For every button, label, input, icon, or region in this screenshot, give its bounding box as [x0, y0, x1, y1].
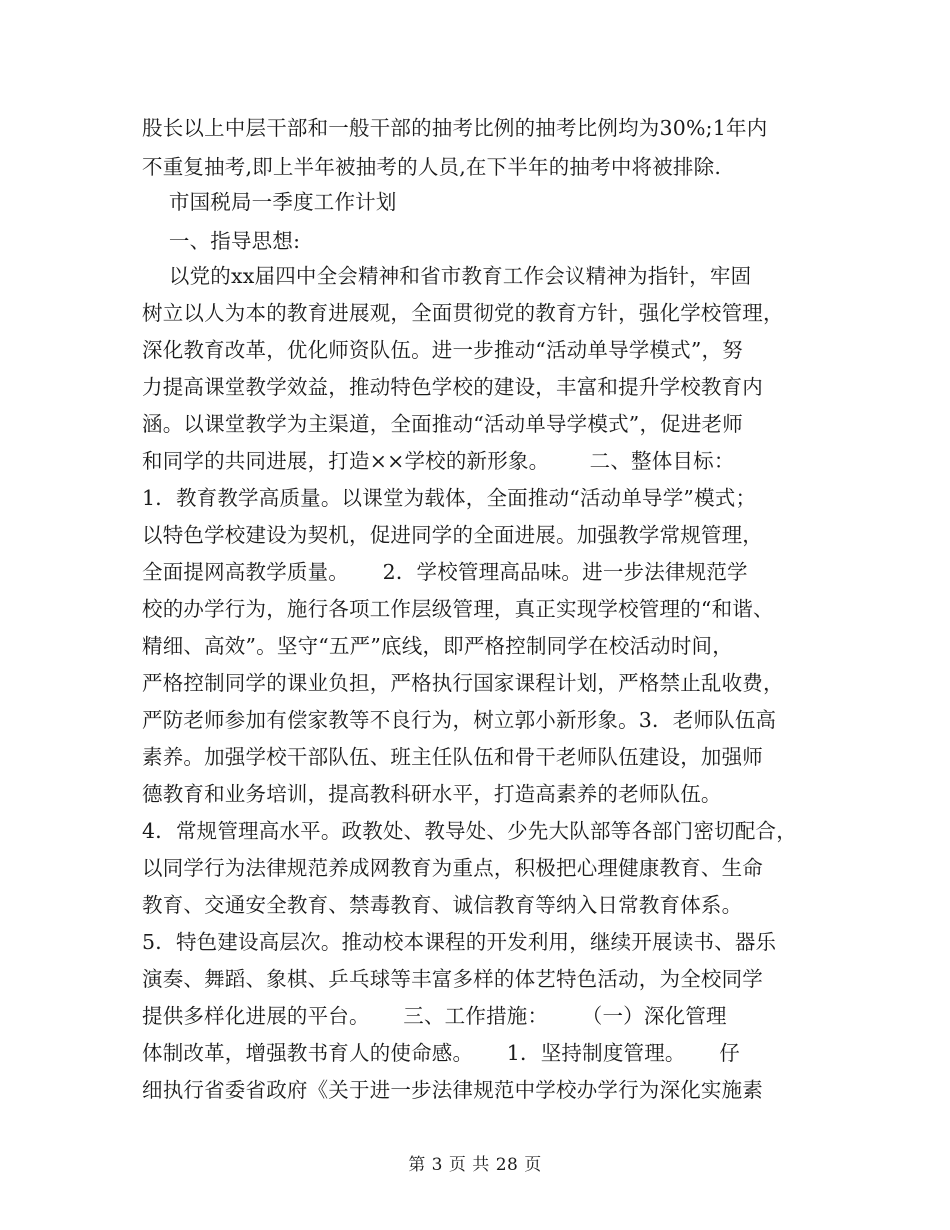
text-line: 演奏、舞蹈、象棋、乒乓球等丰富多样的体艺特色活动，为全校同学: [142, 967, 763, 991]
text-line: 体制改革，增强教书育人的使命感。 1．坚持制度管理。 仔: [142, 1041, 740, 1065]
text-line: 以党的xx届四中全会精神和省市教育工作会议精神为指针，牢固: [142, 264, 752, 288]
text-line: 股长以上中层干部和一般干部的抽考比例的抽考比例均为30%;1年内: [142, 116, 768, 140]
text-line: 精细、高效”。坚守“五严”底线，即严格控制同学在校活动时间，: [142, 634, 733, 658]
page-number-footer: 第 3 页 共 28 页: [408, 1155, 542, 1175]
text-line: 5．特色建设高层次。推动校本课程的开发利用，继续开展读书、器乐: [142, 930, 777, 954]
text-line: 校的办学行为，施行各项工作层级管理，真正实现学校管理的“和谐、: [142, 597, 774, 621]
text-line: 严格控制同学的课业负担，严格执行国家课程计划，严格禁止乱收费，: [142, 671, 784, 695]
text-line: 1．教育教学高质量。以课堂为载体，全面推动“活动单导学”模式；: [142, 486, 757, 510]
text-line: 树立以人为本的教育进展观，全面贯彻党的教育方针，强化学校管理，: [142, 301, 784, 325]
text-line: 细执行省委省政府《关于进一步法律规范中学校办学行为深化实施素: [142, 1078, 763, 1102]
text-line: 德教育和业务培训，提高教科研水平，打造高素养的老师队伍。: [142, 782, 722, 806]
text-line: 提供多样化进展的平台。 三、工作措施： （一）深化管理: [142, 1004, 727, 1028]
text-line: 以同学行为法律规范养成网教育为重点，积极把心理健康教育、生命: [142, 856, 763, 880]
text-line: 教育、交通安全教育、禁毒教育、诚信教育等纳入日常教育体系。: [142, 893, 743, 917]
text-line: 不重复抽考,即上半年被抽考的人员,在下半年的抽考中将被排除.: [142, 155, 722, 179]
section-heading: 市国税局一季度工作计划: [142, 190, 397, 214]
text-line: 力提高课堂教学效益，推动特色学校的建设，丰富和提升学校教育内: [142, 375, 763, 399]
text-line: 和同学的共同进展，打造××学校的新形象。 二、整体目标：: [142, 449, 735, 473]
text-line: 4．常规管理高水平。政教处、教导处、少先大队部等各部门密切配合，: [142, 819, 797, 843]
text-line: 涵。以课堂教学为主渠道，全面推动“活动单导学模式”，促进老师: [142, 412, 743, 436]
text-line: 严防老师参加有偿家教等不良行为，树立郭小新形象。3．老师队伍高: [142, 708, 777, 732]
text-line: 素养。加强学校干部队伍、班主任队伍和骨干老师队伍建设，加强师: [142, 745, 763, 769]
text-line: 全面提网高教学质量。 2．学校管理高品味。进一步法律规范学: [142, 560, 748, 584]
section-heading: 一、指导思想:: [142, 229, 301, 253]
text-line: 深化教育改革，优化师资队伍。进一步推动“活动单导学模式”，努: [142, 338, 743, 362]
text-line: 以特色学校建设为契机，促进同学的全面进展。加强教学常规管理，: [142, 523, 763, 547]
